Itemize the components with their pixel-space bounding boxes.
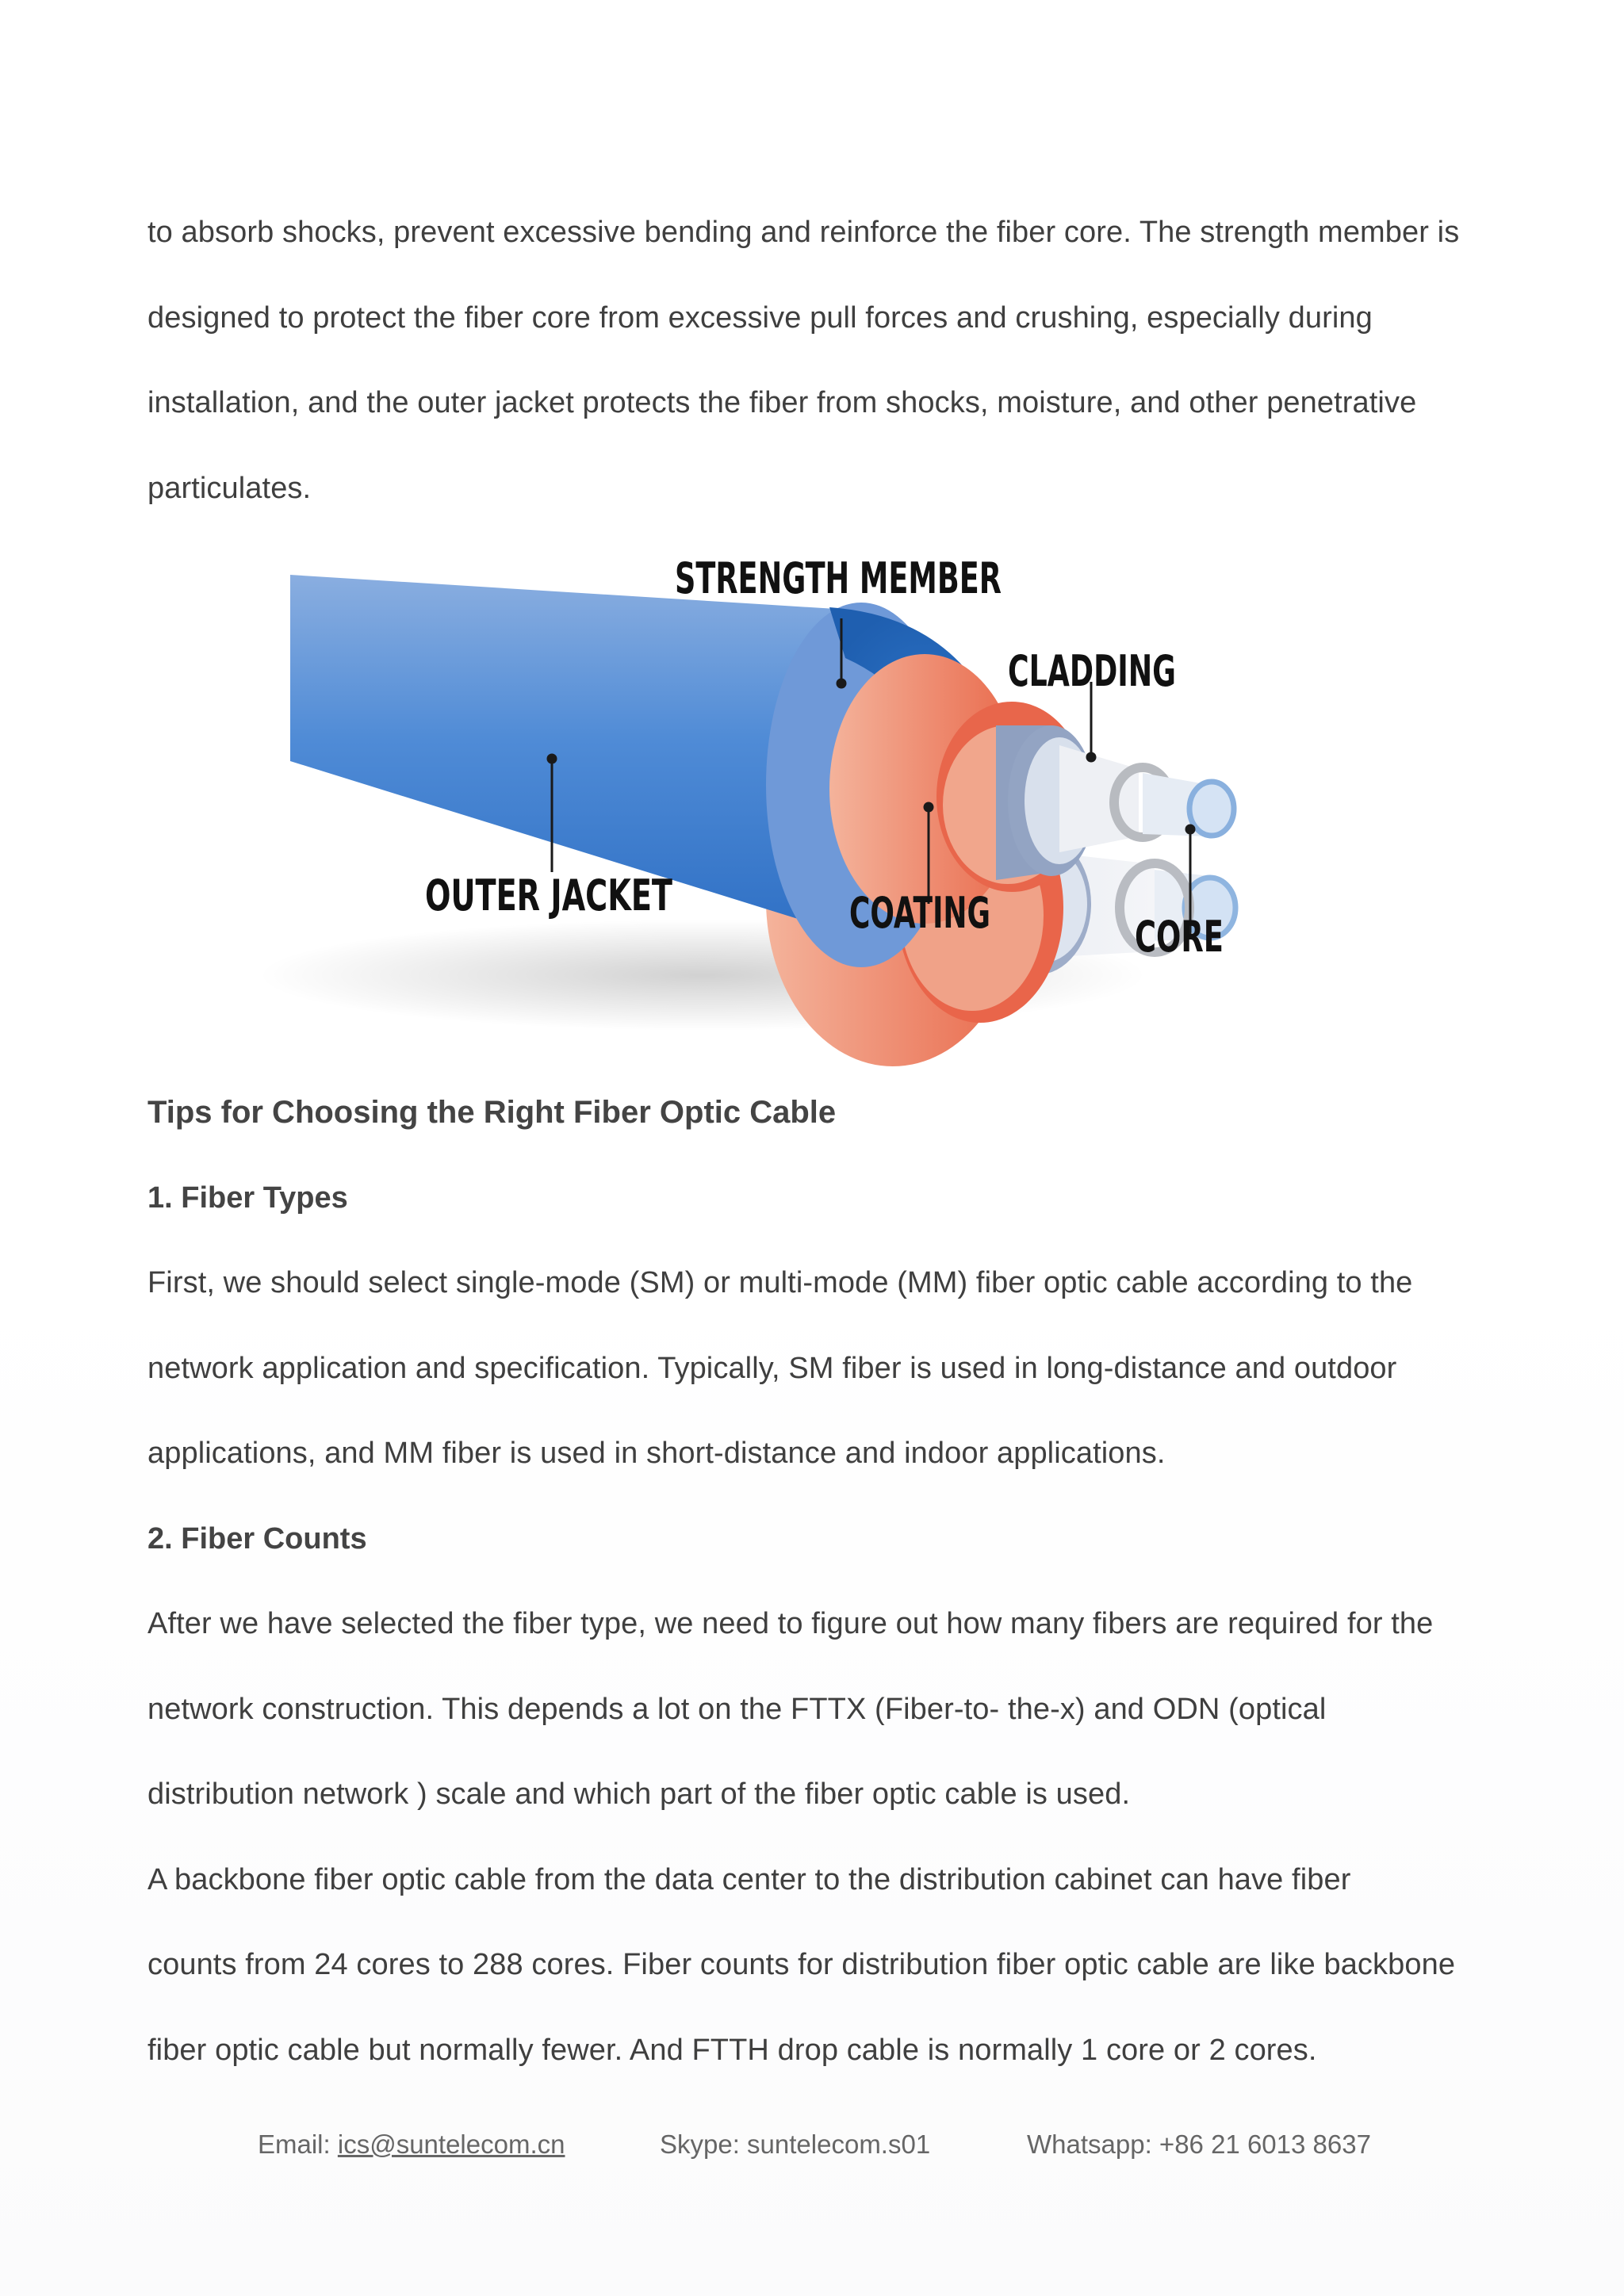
paragraph-line: designed to protect the fiber core from excessive pull forces and crushing, especially during [147,300,1373,335]
label-coating: COATING [849,888,990,938]
footer-email-label: Email: [258,2130,338,2159]
document-body [147,190,1477,2093]
paragraph-line: applications, and MM fiber is used in short-distance and indoor applications. [147,1437,1166,1470]
paragraph-line: network application and specification. Typically, SM fiber is used in long-distance and outdoor [147,1351,1397,1385]
footer-email [258,2127,565,2162]
paragraph-line: fiber optic cable but normally fewer. And FTTH drop cable is normally 1 core or 2 cores. [147,2033,1317,2067]
paragraph-line: First, we should select single-mode (SM) or multi-mode (MM) fiber optic cable according to the [147,1266,1413,1299]
label-core: CORE [1135,912,1224,962]
paragraph-line: distribution network ) scale and which part of the fiber optic cable is used. [147,1777,1131,1811]
paragraph-line: to absorb shocks, prevent excessive bending and reinforce the fiber core. The strength member is [147,216,1460,249]
subheading-fiber-types: 1. Fiber Types [147,1181,348,1215]
label-cladding: CLADDING [1008,646,1176,696]
section-heading: Tips for Choosing the Right Fiber Optic Cable [147,1095,837,1130]
paragraph-line: A backbone fiber optic cable from the data center to the distribution cabinet can have fiber [147,1862,1351,1896]
label-outer-jacket: OUTER JACKET [425,871,672,920]
footer-whatsapp: Whatsapp: +86 21 6013 8637 [1027,2130,1371,2159]
label-strength-member: STRENGTH MEMBER [675,553,1002,603]
fiber-cable-diagram [147,531,1477,1070]
fiber-cable-illustration [147,531,1477,1070]
footer-skype: Skype: suntelecom.s01 [660,2130,931,2159]
paragraph-line: counts from 24 cores to 288 cores. Fiber counts for distribution fiber optic cable are like backbone [147,1948,1456,1981]
footer-email-link[interactable]: ics@suntelecom.cn [337,2130,565,2159]
paragraph-line: network construction. This depends a lot on the FTTX (Fiber-to- the-x) and ODN (optical [147,1692,1327,1726]
paragraph-line: installation, and the outer jacket protects the fiber from shocks, moisture, and other penetrative [147,386,1417,419]
paragraph-line: After we have selected the fiber type, we need to figure out how many fibers are required for the [147,1607,1434,1640]
subheading-fiber-counts: 2. Fiber Counts [147,1521,367,1556]
paragraph-line: particulates. [147,471,312,505]
